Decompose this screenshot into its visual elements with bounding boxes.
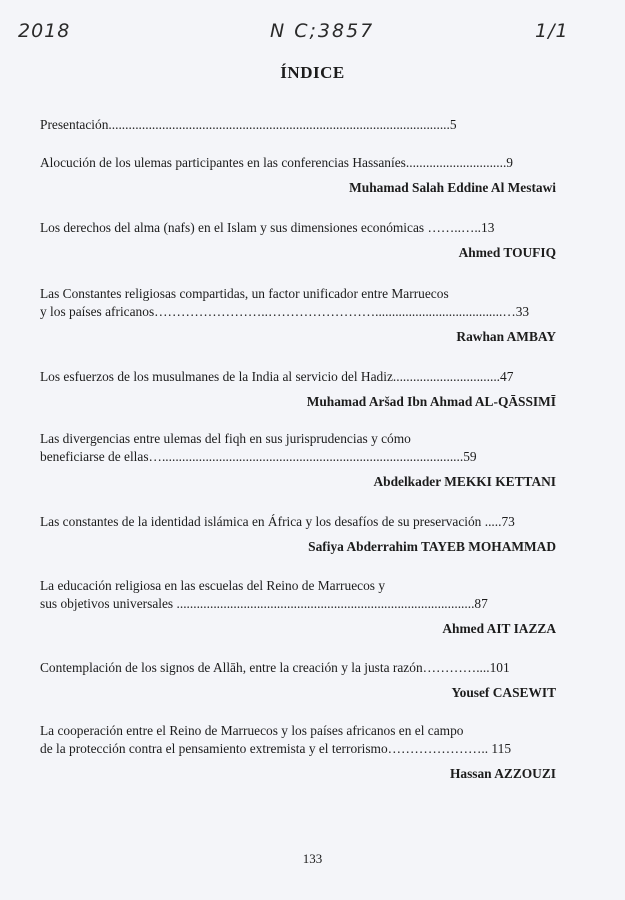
toc-entry-author: Ahmed AIT IAZZA: [442, 621, 556, 636]
toc-entry-line: Los derechos del alma (nafs) en el Islam y sus dimensiones económicas ……..…..13: [40, 220, 495, 235]
toc-entry: [40, 722, 556, 783]
toc-entry: [40, 430, 556, 491]
toc-entry-line: Contemplación de los signos de Allāh, entre la creación y la justa razón…………....101: [40, 660, 510, 675]
handwritten-year: 2018: [18, 20, 71, 42]
toc-entry-line: sus objetivos universales .........................................................................................87: [40, 596, 488, 611]
toc-entry-line: de la protección contra el pensamiento extremista y el terrorismo………………….. 115: [40, 741, 512, 756]
toc-entry-line: Las Constantes religiosas compartidas, un factor unificador entre Marruecos: [40, 286, 449, 301]
toc-entry-line: Presentación......................................................................................................5: [40, 117, 457, 132]
toc-entry-author: Abdelkader MEKKI KETTANI: [373, 474, 556, 489]
toc-entry: [40, 285, 556, 346]
toc-entry-author: Rawhan AMBAY: [456, 329, 556, 344]
handwritten-reference: N C;3857: [270, 20, 375, 42]
toc-entry-author: Muhamad Salah Eddine Al Mestawi: [349, 180, 556, 195]
toc-entry-line: y los países africanos……………………..……………………......................................…33: [40, 304, 530, 319]
handwritten-count: 1/1: [535, 20, 569, 42]
toc-entry-author: Yousef CASEWIT: [451, 685, 556, 700]
toc-entry: [40, 659, 556, 702]
toc-entry-line: Las divergencias entre ulemas del fiqh en sus jurisprudencias y cómo: [40, 431, 411, 446]
toc-entry: [40, 154, 556, 197]
toc-entry-author: Muhamad Aršad Ibn Ahmad AL-QĀSSIMĪ: [306, 394, 556, 409]
toc-entry: [40, 577, 556, 638]
toc-entry-line: Las constantes de la identidad islámica en África y los desafíos de su preservación .....73: [40, 514, 515, 529]
toc-entry-line: La educación religiosa en las escuelas del Reino de Marruecos y: [40, 578, 386, 593]
toc-entry-author: Hassan AZZOUZI: [449, 766, 556, 781]
toc-entry-author: Safiya Abderrahim TAYEB MOHAMMAD: [308, 539, 556, 554]
page-title: ÍNDICE: [280, 63, 345, 82]
toc-entry-line: Los esfuerzos de los musulmanes de la India al servicio del Hadiz................................47: [40, 369, 514, 384]
toc-entry: [40, 368, 556, 411]
toc-entry: [40, 219, 556, 262]
toc-entry-line: Alocución de los ulemas participantes en las conferencias Hassaníes..............................9: [40, 155, 514, 170]
toc-entry: [40, 513, 556, 556]
toc-entry-line: La cooperación entre el Reino de Marruecos y los países africanos en el campo: [40, 723, 464, 738]
page-number: 133: [302, 851, 323, 866]
toc-entry-author: Ahmed TOUFIQ: [458, 245, 556, 260]
toc-entry: [40, 116, 556, 134]
toc-entry-line: beneficiarse de ellas…..........................................................................................59: [40, 449, 477, 464]
